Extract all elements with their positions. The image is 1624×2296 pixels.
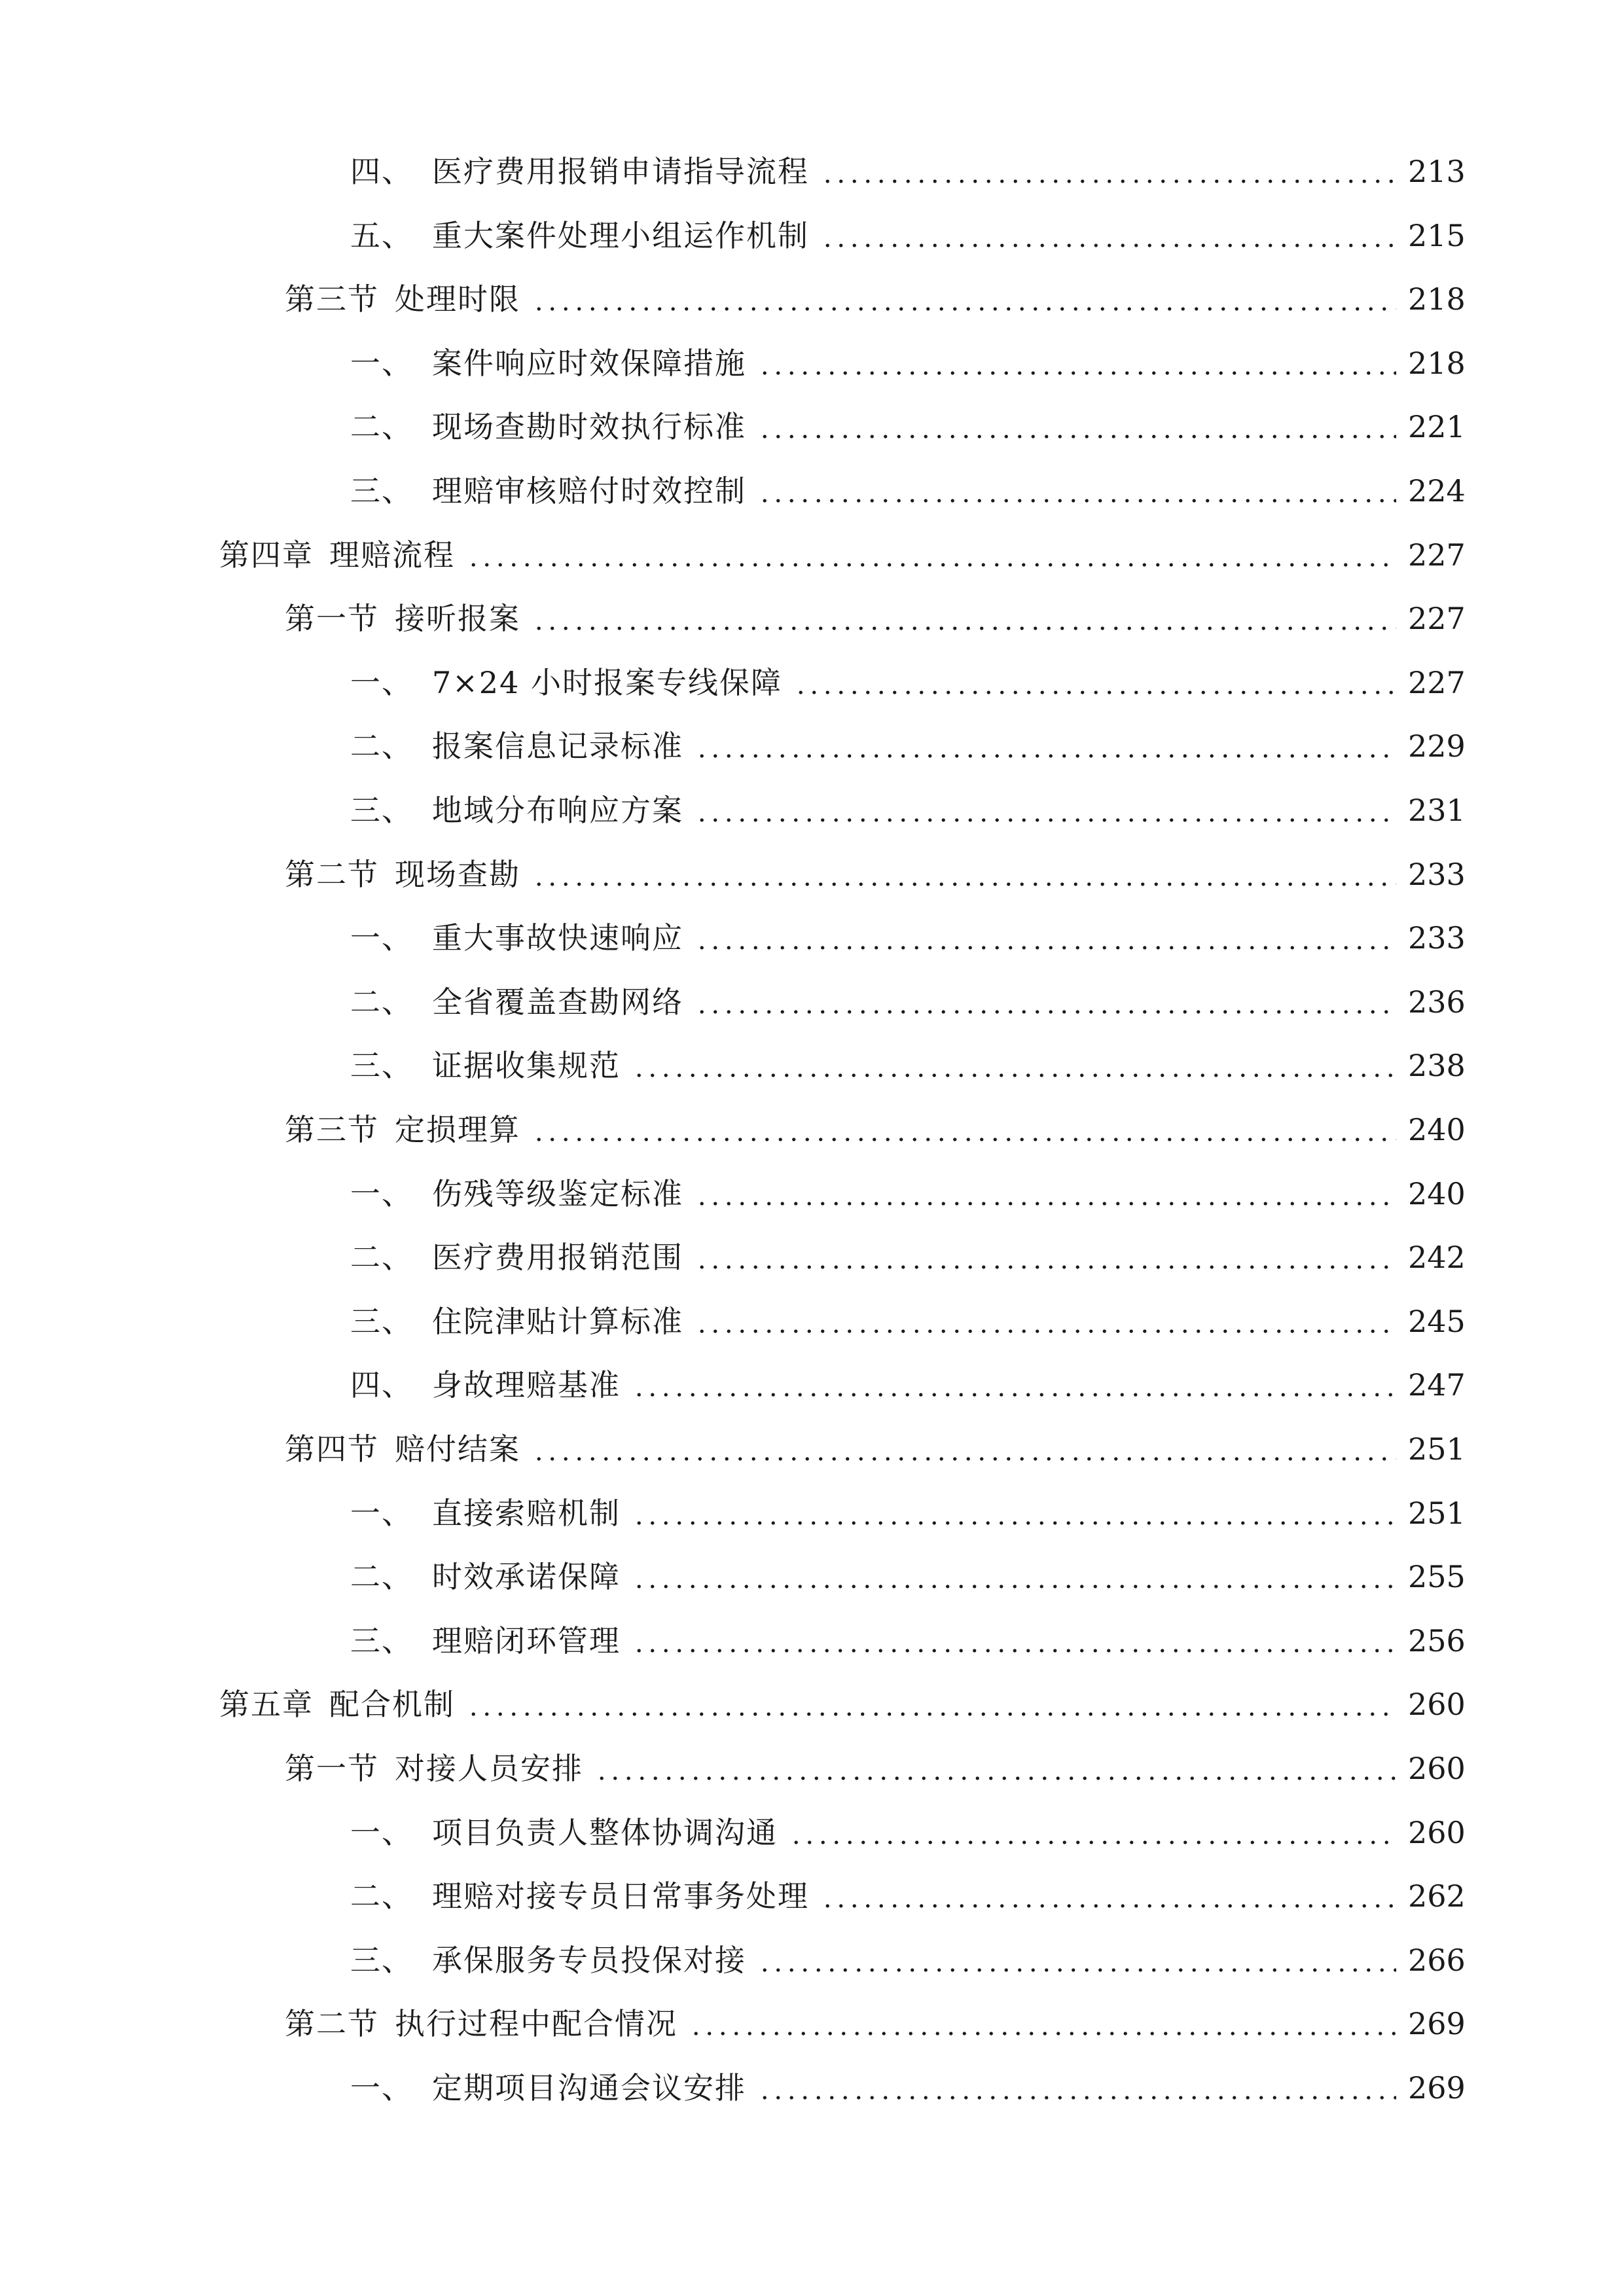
toc-page-number: 251: [1408, 1496, 1466, 1531]
toc-subsection-entry[interactable]: [350, 1231, 1466, 1283]
toc-entry-text: 伤残等级鉴定标准: [432, 1176, 683, 1211]
toc-section-entry[interactable]: [285, 1103, 1466, 1156]
toc-entry-title: [285, 1423, 520, 1475]
toc-entry-number: 第一节: [285, 1751, 379, 1786]
toc-entry-text: 承保服务专员投保对接: [432, 1943, 746, 1978]
toc-entry-title: [350, 1934, 746, 1986]
toc-entry-title: [219, 529, 455, 581]
toc-entry-number: 第五章: [219, 1687, 314, 1722]
dot-leader: [758, 371, 1396, 375]
toc-subsection-entry[interactable]: [350, 976, 1466, 1028]
toc-subsection-entry[interactable]: [350, 656, 1466, 709]
toc-entry-title: [350, 912, 683, 964]
toc-subsection-entry[interactable]: [350, 912, 1466, 964]
dot-leader: [758, 2096, 1396, 2100]
toc-section-entry[interactable]: [285, 592, 1466, 645]
toc-subsection-entry[interactable]: [350, 1168, 1466, 1220]
toc-page-number: 218: [1408, 281, 1466, 317]
toc-entry-title: [350, 976, 683, 1028]
toc-entry-title: [350, 1870, 809, 1922]
toc-page-number: 260: [1408, 1815, 1466, 1850]
dot-leader: [532, 1457, 1396, 1461]
toc-entry-title: [350, 145, 809, 198]
toc-entry-text: 理赔对接专员日常事务处理: [432, 1878, 809, 1914]
toc-entry-number: 三、: [350, 1943, 413, 1978]
toc-entry-title: [350, 1295, 683, 1348]
toc-page-number: 238: [1408, 1048, 1466, 1083]
toc-subsection-entry[interactable]: [350, 401, 1466, 453]
toc-subsection-entry[interactable]: [350, 1870, 1466, 1922]
toc-entry-title: [350, 2062, 746, 2114]
toc-entry-title: [219, 1678, 455, 1731]
toc-entry-number: 三、: [350, 793, 413, 828]
toc-entry-text: 报案信息记录标准: [432, 728, 683, 764]
dot-leader: [821, 179, 1396, 183]
toc-entry-number: 二、: [350, 728, 413, 764]
toc-subsection-entry[interactable]: [350, 1551, 1466, 1603]
toc-page-number: 260: [1408, 1687, 1466, 1722]
toc-entry-title: [350, 720, 683, 772]
toc-page-number: 255: [1408, 1559, 1466, 1594]
toc-entry-text: 重大案件处理小组运作机制: [432, 218, 809, 253]
toc-entry-text: 地域分布响应方案: [432, 793, 683, 828]
toc-page-number: 240: [1408, 1176, 1466, 1211]
dot-leader: [794, 691, 1396, 694]
toc-entry-number: 三、: [350, 473, 413, 509]
toc-entry-number: 三、: [350, 1304, 413, 1339]
toc-page-number: 262: [1408, 1878, 1466, 1914]
toc-subsection-entry[interactable]: [350, 1039, 1466, 1092]
toc-entry-text: 定损理算: [395, 1112, 520, 1147]
toc-subsection-entry[interactable]: [350, 465, 1466, 517]
dot-leader: [695, 754, 1396, 758]
toc-chapter-entry[interactable]: [219, 1678, 1466, 1731]
toc-page-number: 245: [1408, 1304, 1466, 1339]
toc-entry-text: 直接索赔机制: [432, 1496, 621, 1531]
toc-entry-title: [285, 592, 520, 645]
toc-entry-text: 身故理赔基准: [432, 1367, 621, 1403]
dot-leader: [532, 1138, 1396, 1141]
toc-section-entry[interactable]: [285, 1742, 1466, 1795]
toc-section-entry[interactable]: [285, 1423, 1466, 1475]
toc-page-number: 266: [1408, 1943, 1466, 1978]
toc-entry-number: 二、: [350, 1878, 413, 1914]
dot-leader: [632, 1585, 1396, 1588]
toc-page-number: 269: [1408, 2006, 1466, 2041]
toc-page-number: 247: [1408, 1367, 1466, 1403]
toc-subsection-entry[interactable]: [350, 720, 1466, 772]
toc-entry-text: 证据收集规范: [432, 1048, 621, 1083]
toc-entry-text: 医疗费用报销申请指导流程: [432, 154, 809, 189]
toc-entry-number: 一、: [350, 920, 413, 956]
dot-leader: [695, 946, 1396, 950]
toc-subsection-entry[interactable]: [350, 209, 1466, 262]
toc-entry-text: 项目负责人整体协调沟通: [432, 1815, 778, 1850]
toc-entry-title: [350, 1231, 683, 1283]
toc-subsection-entry[interactable]: [350, 145, 1466, 198]
toc-entry-number: 二、: [350, 409, 413, 444]
toc-entry-number: 第四节: [285, 1431, 379, 1467]
toc-entry-title: [350, 465, 746, 517]
toc-entry-text: 住院津贴计算标准: [432, 1304, 683, 1339]
dot-leader: [695, 1202, 1396, 1206]
toc-entry-title: [285, 848, 520, 901]
toc-entry-number: 一、: [350, 1815, 413, 1850]
toc-entry-number: 一、: [350, 346, 413, 381]
toc-entry-title: [285, 1742, 583, 1795]
toc-entry-number: 五、: [350, 218, 413, 253]
toc-entry-number: 第二节: [285, 857, 379, 892]
toc-entry-number: 一、: [350, 2070, 413, 2106]
toc-page-number: 236: [1408, 984, 1466, 1020]
dot-leader: [695, 1329, 1396, 1333]
toc-entry-text: 理赔审核赔付时效控制: [432, 473, 746, 509]
dot-leader: [758, 1968, 1396, 1972]
toc-entry-title: [350, 1615, 621, 1667]
toc-entry-title: [350, 209, 809, 262]
dot-leader: [632, 1073, 1396, 1077]
toc-entry-number: 第一节: [285, 601, 379, 636]
toc-entry-text: 7×24 小时报案专线保障: [432, 665, 782, 700]
toc-page-number: 256: [1408, 1623, 1466, 1659]
toc-page-number: 233: [1408, 920, 1466, 956]
toc-page-number: 221: [1408, 409, 1466, 444]
toc-entry-number: 三、: [350, 1048, 413, 1083]
toc-entry-text: 对接人员安排: [395, 1751, 583, 1786]
toc-entry-text: 理赔闭环管理: [432, 1623, 621, 1659]
toc-page-number: 227: [1408, 601, 1466, 636]
toc-page-number: 215: [1408, 218, 1466, 253]
toc-section-entry[interactable]: [285, 273, 1466, 325]
toc-entry-number: 第二节: [285, 2006, 379, 2041]
toc-entry-title: [285, 273, 520, 325]
dot-leader: [595, 1776, 1396, 1780]
toc-entry-title: [285, 1998, 677, 2050]
toc-entry-title: [350, 1806, 778, 1859]
dot-leader: [789, 1840, 1396, 1844]
toc-subsection-entry[interactable]: [350, 1934, 1466, 1986]
toc-page-number: 260: [1408, 1751, 1466, 1786]
dot-leader: [632, 1393, 1396, 1397]
dot-leader: [467, 563, 1396, 567]
toc-subsection-entry[interactable]: [350, 1615, 1466, 1667]
toc-entry-text: 配合机制: [329, 1687, 455, 1722]
toc-entry-number: 一、: [350, 665, 413, 700]
dot-leader: [758, 435, 1396, 439]
toc-page-number: 269: [1408, 2070, 1466, 2106]
toc-entry-number: 第三节: [285, 281, 379, 317]
toc-entry-number: 第三节: [285, 1112, 379, 1147]
toc-chapter-entry[interactable]: [219, 529, 1466, 581]
dot-leader: [632, 1649, 1396, 1653]
toc-page-number: 224: [1408, 473, 1466, 509]
toc-entry-title: [350, 1039, 621, 1092]
toc-page-number: 233: [1408, 857, 1466, 892]
toc-subsection-entry[interactable]: [350, 784, 1466, 836]
toc-entry-text: 案件响应时效保障措施: [432, 346, 746, 381]
toc-entry-number: 四、: [350, 154, 413, 189]
toc-entry-text: 重大事故快速响应: [432, 920, 683, 956]
toc-entry-number: 二、: [350, 984, 413, 1020]
toc-entry-number: 第四章: [219, 537, 314, 573]
dot-leader: [632, 1521, 1396, 1525]
toc-entry-title: [350, 1359, 621, 1411]
toc-entry-number: 一、: [350, 1176, 413, 1211]
toc-entry-text: 全省覆盖查勘网络: [432, 984, 683, 1020]
toc-entry-number: 一、: [350, 1496, 413, 1531]
toc-entry-title: [350, 401, 746, 453]
toc-entry-text: 接听报案: [395, 601, 520, 636]
dot-leader: [532, 882, 1396, 886]
toc-entry-title: [350, 656, 782, 709]
toc-subsection-entry[interactable]: [350, 2062, 1466, 2114]
toc-entry-title: [350, 1551, 621, 1603]
toc-subsection-entry[interactable]: [350, 1487, 1466, 1539]
toc-page-number: 213: [1408, 154, 1466, 189]
toc-section-entry[interactable]: [285, 848, 1466, 901]
toc-entry-text: 理赔流程: [329, 537, 455, 573]
toc-entry-title: [350, 784, 683, 836]
toc-entry-text: 医疗费用报销范围: [432, 1240, 683, 1275]
dot-leader: [695, 1010, 1396, 1014]
toc-entry-number: 四、: [350, 1367, 413, 1403]
dot-leader: [758, 499, 1396, 503]
toc-page-number: 231: [1408, 793, 1466, 828]
dot-leader: [695, 818, 1396, 822]
toc-entry-text: 赔付结案: [395, 1431, 520, 1467]
dot-leader: [689, 2032, 1396, 2036]
toc-subsection-entry[interactable]: [350, 1295, 1466, 1348]
toc-page-number: 251: [1408, 1431, 1466, 1467]
dot-leader: [467, 1712, 1396, 1716]
toc-subsection-entry[interactable]: [350, 337, 1466, 389]
toc-entry-text: 现场查勘: [395, 857, 520, 892]
toc-subsection-entry[interactable]: [350, 1806, 1466, 1859]
toc-page-number: 218: [1408, 346, 1466, 381]
toc-entry-text: 时效承诺保障: [432, 1559, 621, 1594]
toc-entry-title: [285, 1103, 520, 1156]
toc-page-number: 240: [1408, 1112, 1466, 1147]
toc-entry-title: [350, 337, 746, 389]
toc-page-number: 227: [1408, 665, 1466, 700]
toc-subsection-entry[interactable]: [350, 1359, 1466, 1411]
dot-leader: [821, 1904, 1396, 1908]
toc-entry-number: 二、: [350, 1240, 413, 1275]
toc-page-number: 229: [1408, 728, 1466, 764]
dot-leader: [532, 626, 1396, 630]
toc-entry-text: 处理时限: [395, 281, 520, 317]
dot-leader: [821, 243, 1396, 247]
dot-leader: [695, 1265, 1396, 1269]
toc-entry-text: 定期项目沟通会议安排: [432, 2070, 746, 2106]
toc-page-number: 242: [1408, 1240, 1466, 1275]
toc-section-entry[interactable]: [285, 1998, 1466, 2050]
toc-entry-title: [350, 1487, 621, 1539]
toc-page-number: 227: [1408, 537, 1466, 573]
toc-entry-number: 三、: [350, 1623, 413, 1659]
toc-entry-number: 二、: [350, 1559, 413, 1594]
toc-entry-text: 执行过程中配合情况: [395, 2006, 677, 2041]
dot-leader: [532, 307, 1396, 311]
toc-entry-title: [350, 1168, 683, 1220]
toc-entry-text: 现场查勘时效执行标准: [432, 409, 746, 444]
